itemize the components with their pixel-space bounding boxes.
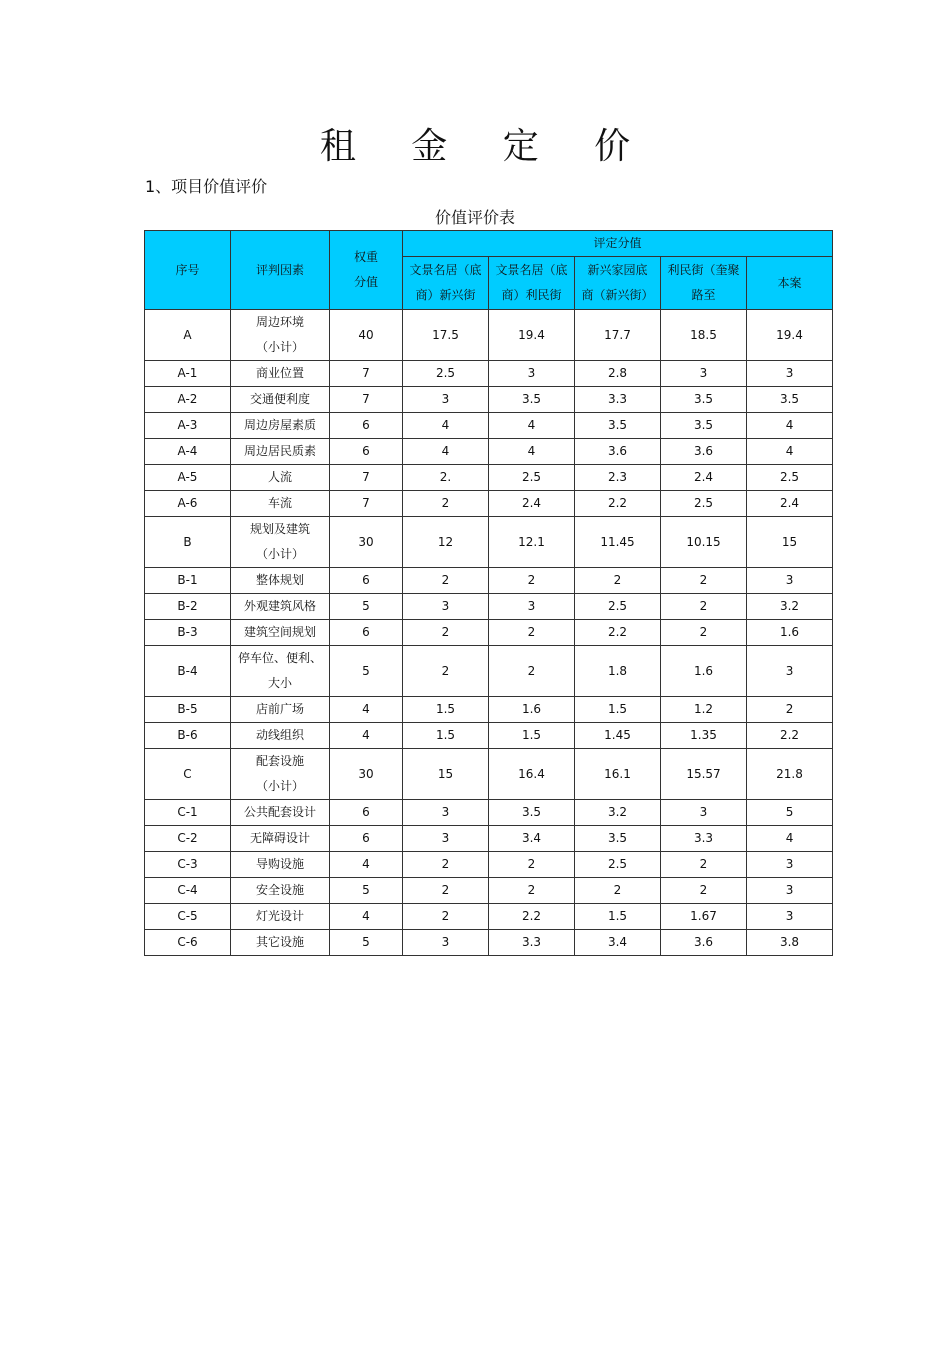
row-score: 2. [403, 465, 489, 491]
row-score: 3.6 [661, 439, 747, 465]
header-weight [330, 231, 403, 310]
row-factor-name: 建筑空间规划 [243, 625, 316, 639]
row-score: 2 [661, 594, 747, 620]
table-row [145, 723, 833, 749]
section-heading: 1、项目价值评价 [145, 177, 268, 196]
row-score: 3.5 [661, 387, 747, 413]
row-score: 3.5 [661, 413, 747, 439]
row-weight: 7 [330, 361, 403, 387]
row-id: C [145, 749, 231, 800]
row-weight: 6 [330, 439, 403, 465]
row-score: 3.4 [489, 826, 575, 852]
row-score: 3.6 [661, 930, 747, 956]
table-row [145, 930, 833, 956]
row-score: 2 [575, 878, 661, 904]
row-score: 2 [661, 620, 747, 646]
row-factor-name: 周边房屋素质 [243, 418, 316, 432]
row-score: 1.5 [403, 723, 489, 749]
row-factor-name: 商业位置 [255, 366, 304, 380]
row-factor-name: 外观建筑风格 [243, 599, 316, 613]
header-col-2-line2: 商）利民街 [501, 288, 562, 302]
row-score: 2 [403, 878, 489, 904]
row-factor [231, 697, 330, 723]
header-col-2 [489, 257, 575, 310]
row-score: 4 [747, 413, 833, 439]
header-col-3-line2: 商（新兴街） [581, 288, 654, 302]
row-factor-name: 周边环境 [255, 315, 304, 329]
row-factor [231, 878, 330, 904]
row-score: 1.6 [747, 620, 833, 646]
row-id: A-5 [145, 465, 231, 491]
row-factor [231, 568, 330, 594]
header-col-4-line2: 路至 [691, 288, 716, 302]
row-score: 15 [747, 517, 833, 568]
row-weight: 5 [330, 878, 403, 904]
row-score: 2.5 [403, 361, 489, 387]
row-id: C-5 [145, 904, 231, 930]
row-score: 3.5 [575, 826, 661, 852]
row-score: 2 [403, 904, 489, 930]
row-score: 2.3 [575, 465, 661, 491]
row-score: 3 [403, 826, 489, 852]
row-score: 3 [747, 568, 833, 594]
row-factor [231, 517, 330, 568]
row-score: 19.4 [489, 310, 575, 361]
table-row [145, 620, 833, 646]
row-score: 4 [747, 826, 833, 852]
row-score: 3.2 [575, 800, 661, 826]
row-factor [231, 387, 330, 413]
row-id: B-2 [145, 594, 231, 620]
row-factor [231, 620, 330, 646]
row-id: B-1 [145, 568, 231, 594]
row-score: 1.67 [661, 904, 747, 930]
row-factor [231, 439, 330, 465]
row-factor-name: 其它设施 [255, 935, 304, 949]
row-factor-name: 店前广场 [255, 702, 304, 716]
row-factor [231, 413, 330, 439]
row-factor [231, 646, 330, 697]
row-weight: 6 [330, 826, 403, 852]
row-score: 3 [747, 852, 833, 878]
table-row [145, 800, 833, 826]
row-factor-sub: （小计） [255, 779, 304, 793]
row-factor-name: 停车位、便利、 [237, 651, 322, 665]
row-score: 2 [489, 620, 575, 646]
row-score: 21.8 [747, 749, 833, 800]
header-col-1 [403, 257, 489, 310]
row-score: 2 [403, 852, 489, 878]
row-score: 4 [403, 413, 489, 439]
table-row [145, 465, 833, 491]
row-factor-name: 车流 [267, 496, 292, 510]
table-row [145, 904, 833, 930]
row-score: 3 [661, 800, 747, 826]
row-factor [231, 310, 330, 361]
row-score: 1.5 [575, 697, 661, 723]
row-score: 16.4 [489, 749, 575, 800]
table-row [145, 568, 833, 594]
row-score: 10.15 [661, 517, 747, 568]
row-score: 2.2 [489, 904, 575, 930]
row-score: 4 [403, 439, 489, 465]
row-id: A [145, 310, 231, 361]
row-score: 2.5 [575, 594, 661, 620]
row-score: 18.5 [661, 310, 747, 361]
header-score-group: 评定分值 [403, 231, 833, 257]
row-factor-name: 交通便利度 [249, 392, 310, 406]
row-weight: 40 [330, 310, 403, 361]
row-factor-name: 导购设施 [255, 857, 304, 871]
row-weight: 4 [330, 904, 403, 930]
header-factor: 评判因素 [231, 231, 330, 310]
row-score: 2 [661, 568, 747, 594]
row-weight: 30 [330, 749, 403, 800]
row-weight: 6 [330, 620, 403, 646]
table-row [145, 852, 833, 878]
row-factor-sub: （小计） [255, 340, 304, 354]
row-score: 2.5 [575, 852, 661, 878]
row-score: 3.5 [575, 413, 661, 439]
row-score: 3.3 [489, 930, 575, 956]
row-score: 3 [403, 930, 489, 956]
row-score: 12.1 [489, 517, 575, 568]
row-score: 3 [403, 800, 489, 826]
row-score: 2 [489, 646, 575, 697]
row-id: A-3 [145, 413, 231, 439]
row-score: 2.4 [661, 465, 747, 491]
header-weight-line1: 权重 [353, 250, 378, 264]
row-factor-name: 周边居民质素 [243, 444, 316, 458]
row-weight: 5 [330, 594, 403, 620]
row-id: C-1 [145, 800, 231, 826]
row-id: B-4 [145, 646, 231, 697]
row-score: 1.8 [575, 646, 661, 697]
row-factor-name: 规划及建筑 [249, 522, 310, 536]
header-col-5: 本案 [747, 257, 833, 310]
row-score: 1.5 [575, 904, 661, 930]
row-weight: 6 [330, 413, 403, 439]
table-row [145, 517, 833, 568]
page-title: 租 金 定 价 [319, 126, 653, 167]
table-row [145, 491, 833, 517]
row-id: A-6 [145, 491, 231, 517]
value-evaluation-table [144, 230, 833, 956]
row-score: 1.5 [403, 697, 489, 723]
row-score: 2 [403, 568, 489, 594]
row-score: 2.2 [747, 723, 833, 749]
row-score: 2 [661, 878, 747, 904]
row-weight: 5 [330, 930, 403, 956]
row-score: 1.6 [661, 646, 747, 697]
row-weight: 7 [330, 465, 403, 491]
header-col-1-line2: 商）新兴街 [415, 288, 476, 302]
row-score: 3.5 [489, 800, 575, 826]
header-col-2-line1: 文景名居（底 [495, 263, 568, 277]
table-row [145, 878, 833, 904]
table-header [145, 231, 833, 310]
row-score: 2 [661, 852, 747, 878]
row-score: 2 [489, 852, 575, 878]
row-factor-name: 配套设施 [255, 754, 304, 768]
row-score: 3.5 [489, 387, 575, 413]
table-row [145, 361, 833, 387]
row-score: 3.5 [747, 387, 833, 413]
row-score: 2.2 [575, 620, 661, 646]
row-factor-name: 灯光设计 [255, 909, 304, 923]
row-score: 3.8 [747, 930, 833, 956]
row-id: B-3 [145, 620, 231, 646]
header-weight-line2: 分值 [353, 275, 378, 289]
row-id: C-3 [145, 852, 231, 878]
row-score: 2.5 [489, 465, 575, 491]
header-col-4-line1: 利民街（奎聚 [667, 263, 740, 277]
row-factor-name: 无障碍设计 [249, 831, 310, 845]
table-row [145, 646, 833, 697]
row-score: 3.2 [747, 594, 833, 620]
table-caption: 价值评价表 [434, 208, 515, 227]
table-row [145, 310, 833, 361]
row-score: 17.7 [575, 310, 661, 361]
row-factor [231, 852, 330, 878]
row-score: 3 [747, 361, 833, 387]
row-score: 1.6 [489, 697, 575, 723]
table-row [145, 826, 833, 852]
row-score: 3 [747, 904, 833, 930]
row-score: 2.8 [575, 361, 661, 387]
row-factor-name: 公共配套设计 [243, 805, 316, 819]
row-factor [231, 491, 330, 517]
row-id: B [145, 517, 231, 568]
row-score: 2 [403, 646, 489, 697]
row-score: 3.3 [661, 826, 747, 852]
row-score: 3 [661, 361, 747, 387]
row-id: B-5 [145, 697, 231, 723]
row-score: 3 [403, 594, 489, 620]
row-score: 1.45 [575, 723, 661, 749]
row-score: 16.1 [575, 749, 661, 800]
header-col-4 [661, 257, 747, 310]
row-score: 2.4 [489, 491, 575, 517]
header-col-1-line1: 文景名居（底 [409, 263, 482, 277]
row-score: 2.4 [747, 491, 833, 517]
row-id: A-2 [145, 387, 231, 413]
row-score: 12 [403, 517, 489, 568]
row-weight: 4 [330, 852, 403, 878]
table-row [145, 749, 833, 800]
row-score: 2 [575, 568, 661, 594]
table-row [145, 387, 833, 413]
row-score: 15.57 [661, 749, 747, 800]
row-factor [231, 904, 330, 930]
row-score: 4 [489, 439, 575, 465]
row-score: 2.5 [661, 491, 747, 517]
row-score: 15 [403, 749, 489, 800]
row-score: 2.2 [575, 491, 661, 517]
row-score: 11.45 [575, 517, 661, 568]
row-score: 4 [747, 439, 833, 465]
table-row [145, 413, 833, 439]
row-factor-sub: 大小 [267, 676, 292, 690]
row-id: B-6 [145, 723, 231, 749]
row-factor [231, 826, 330, 852]
row-weight: 30 [330, 517, 403, 568]
row-score: 1.2 [661, 697, 747, 723]
row-score: 3.4 [575, 930, 661, 956]
row-weight: 6 [330, 800, 403, 826]
header-col-3-line1: 新兴家园底 [587, 263, 648, 277]
row-factor [231, 465, 330, 491]
row-score: 3 [747, 646, 833, 697]
row-score: 2 [403, 620, 489, 646]
row-score: 1.35 [661, 723, 747, 749]
table-row [145, 594, 833, 620]
row-weight: 6 [330, 568, 403, 594]
row-score: 3.3 [575, 387, 661, 413]
row-weight: 4 [330, 723, 403, 749]
row-weight: 4 [330, 697, 403, 723]
row-id: C-6 [145, 930, 231, 956]
row-score: 3.6 [575, 439, 661, 465]
row-score: 2.5 [747, 465, 833, 491]
row-score: 19.4 [747, 310, 833, 361]
row-weight: 7 [330, 491, 403, 517]
row-factor [231, 361, 330, 387]
header-col-3 [575, 257, 661, 310]
row-id: C-2 [145, 826, 231, 852]
row-factor-name: 整体规划 [255, 573, 304, 587]
row-factor [231, 749, 330, 800]
row-score: 2 [489, 878, 575, 904]
row-factor [231, 800, 330, 826]
row-factor-name: 安全设施 [255, 883, 304, 897]
table-row [145, 697, 833, 723]
row-score: 17.5 [403, 310, 489, 361]
row-score: 2 [489, 568, 575, 594]
row-id: A-1 [145, 361, 231, 387]
row-weight: 7 [330, 387, 403, 413]
row-score: 3 [489, 594, 575, 620]
row-factor-name: 人流 [267, 470, 292, 484]
row-weight: 5 [330, 646, 403, 697]
row-score: 3 [489, 361, 575, 387]
row-factor [231, 930, 330, 956]
row-score: 5 [747, 800, 833, 826]
row-factor [231, 723, 330, 749]
row-factor-sub: （小计） [255, 547, 304, 561]
row-id: A-4 [145, 439, 231, 465]
row-score: 3 [403, 387, 489, 413]
row-score: 4 [489, 413, 575, 439]
row-factor-name: 动线组织 [255, 728, 304, 742]
row-score: 2 [403, 491, 489, 517]
row-score: 1.5 [489, 723, 575, 749]
row-score: 2 [747, 697, 833, 723]
table-row [145, 439, 833, 465]
table-body [145, 310, 833, 956]
row-score: 3 [747, 878, 833, 904]
header-seq: 序号 [145, 231, 231, 310]
row-id: C-4 [145, 878, 231, 904]
row-factor [231, 594, 330, 620]
